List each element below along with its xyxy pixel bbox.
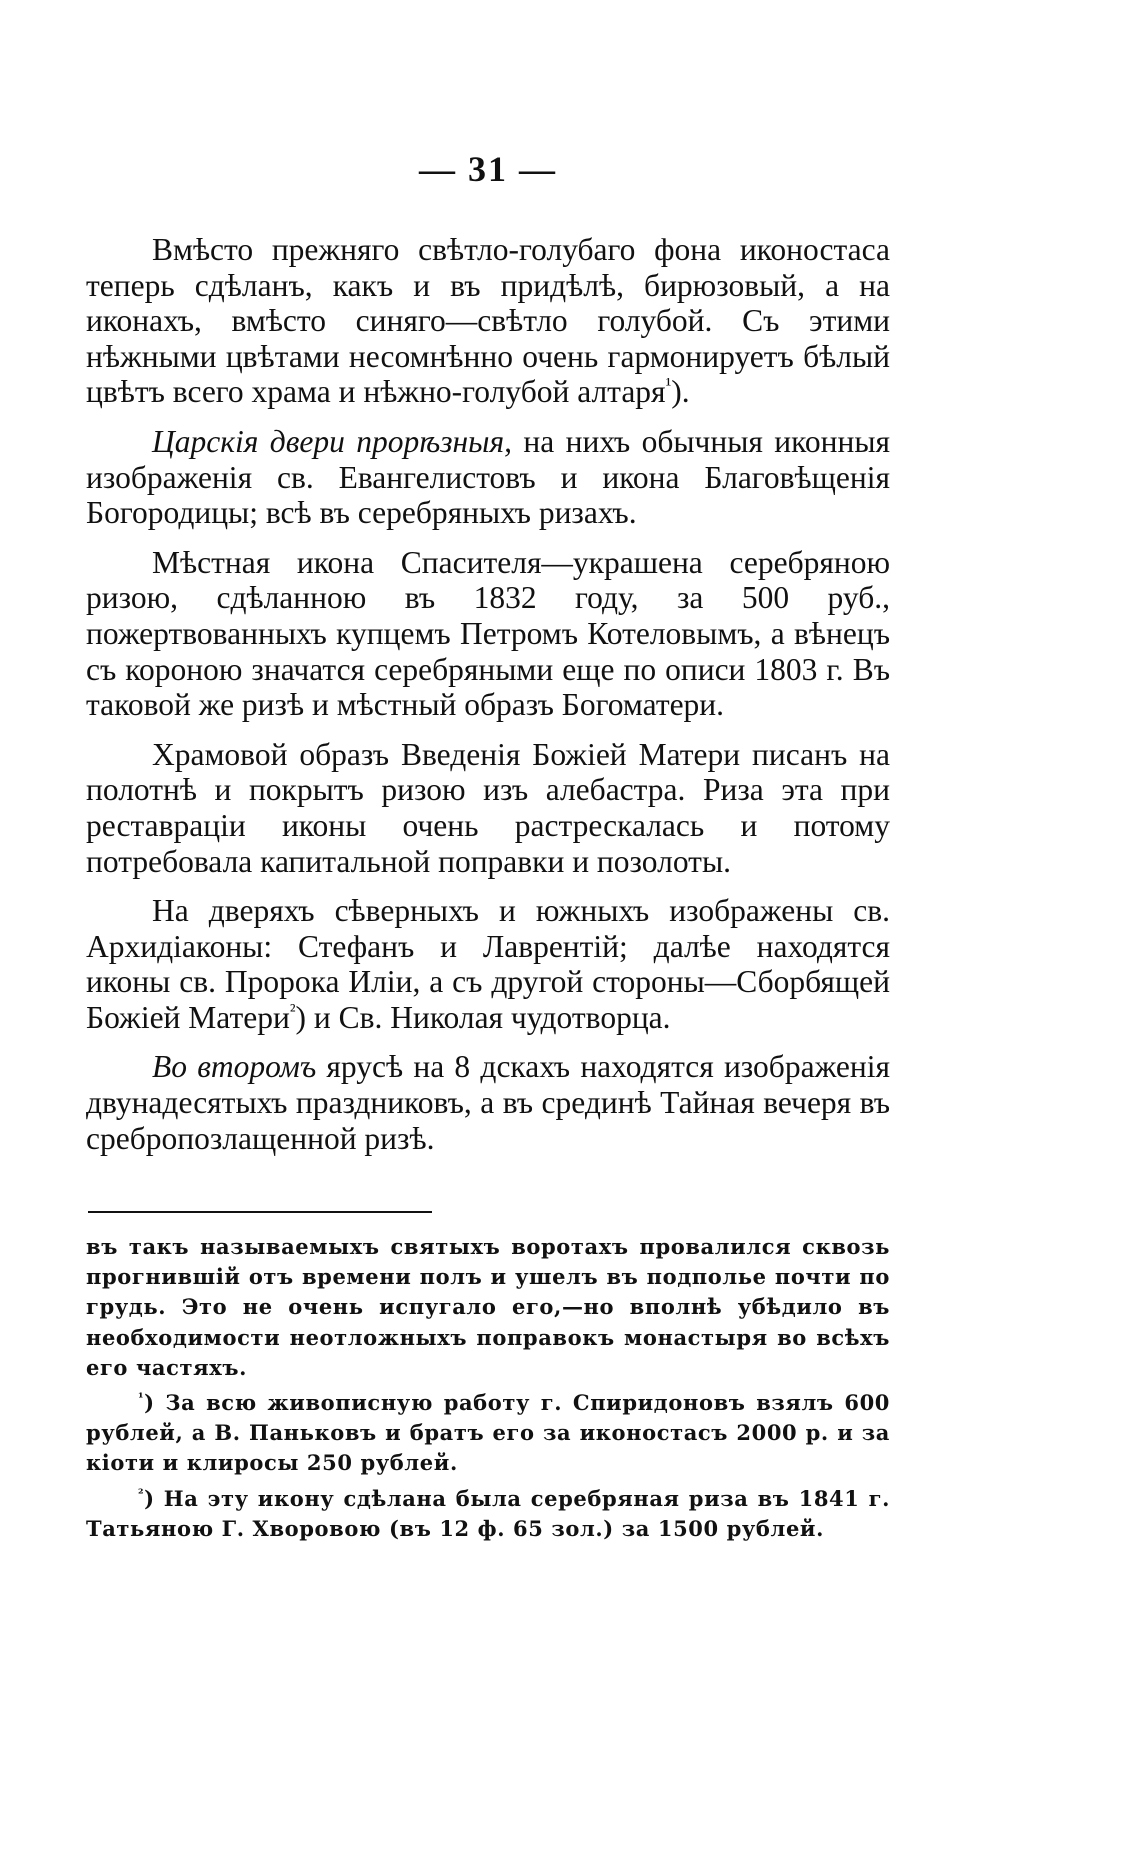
paragraph-5-text: На дверяхъ сѣверныхъ и южныхъ изображены св. Архидіаконы: Стефанъ и Лаврентій; далѣе находятся иконы св. Пророка Иліи, а съ другой стороны—Сборбящей Божіей Матери — [86, 893, 890, 1035]
paragraph-5-tail: ) и Св. Николая чудотворца. — [295, 999, 671, 1035]
footnote-1 — [86, 1388, 890, 1479]
footnote-2-marker: ² — [138, 1485, 145, 1501]
footnote-ref-1: ¹ — [665, 374, 672, 396]
footnotes — [86, 1232, 890, 1549]
footnote-1-text: ) За всю живописную работу г. Спиридоновъ взялъ 600 рублей, а В. Паньковъ и братъ его за иконостасъ 2000 р. и за кіоти и клиросы 250 рублей. — [86, 1390, 890, 1476]
paragraph-4-text: Храмовой образъ Введенія Божіей Матери писанъ на полотнѣ и покрытъ ризою изъ алебастра. Риза эта при реставраціи иконы очень растрескалась и потому потребовала капитальной поправки и позолоты. — [86, 736, 890, 879]
main-text — [86, 232, 890, 1170]
paragraph-1-text: Вмѣсто прежняго свѣтло-голубаго фона иконостаса теперь сдѣланъ, какъ и въ придѣлѣ, бирюзовый, а на иконахъ, вмѣсто синяго—свѣтло голубой. Съ этими нѣжными цвѣтами несомнѣнно очень гармонируетъ бѣлый цвѣтъ всего храма и нѣжно-голубой алтаря — [86, 232, 890, 410]
paragraph-6-lead: Во второмъ — [152, 1049, 317, 1085]
footnote-2 — [86, 1484, 890, 1544]
paragraph-4 — [86, 737, 890, 879]
paragraph-3-text: Мѣстная икона Спасителя—украшена серебряною ризою, сдѣланною въ 1832 году, за 500 руб., пожертвованныхъ купцемъ Петромъ Котеловымъ, а вѣнецъ съ короною значатся серебряными еще по описи 1803 г. Въ таковой же ризѣ и мѣстный образъ Богоматери. — [86, 544, 890, 723]
footnote-1-marker: ¹ — [138, 1390, 145, 1406]
book-page — [86, 0, 890, 1871]
footnote-divider — [88, 1211, 432, 1213]
page-number: — 31 — — [419, 149, 557, 189]
paragraph-2 — [86, 424, 890, 531]
paragraph-2-lead: Царскія двери прорѣзныя, — [152, 423, 513, 459]
footnote-ref-2: ² — [289, 1000, 296, 1022]
paragraph-1-tail: ). — [671, 374, 690, 410]
paragraph-6-text: ярусѣ на 8 дскахъ находятся изображенія двунадесятыхъ праздниковъ, а въ срединѣ Тайная вечеря въ сребропозлащенной ризѣ. — [86, 1049, 890, 1156]
paragraph-2-text: на нихъ обычныя иконныя изображенія св. Евангелистовъ и икона Благовѣщенія Богородицы; всѣ въ серебряныхъ ризахъ. — [86, 423, 890, 531]
footnote-continued-text: въ такъ называемыхъ святыхъ воротахъ провалился сквозь прогнившій отъ времени полъ и ушелъ въ подполье почти по грудь. Это не очень испугало его,—но вполнѣ убѣдило въ необходимости неотложныхъ поправокъ монастыря во всѣхъ его частяхъ. — [86, 1234, 890, 1380]
footnote-2-text: ) На эту икону сдѣлана была серебряная риза въ 1841 г. Татьяною Г. Хворовою (въ 12 ф. 65 зол.) за 1500 рублей. — [86, 1485, 890, 1541]
paragraph-5 — [86, 893, 890, 1035]
paragraph-3 — [86, 545, 890, 723]
paragraph-6 — [86, 1049, 890, 1156]
footnote-continued — [86, 1232, 890, 1383]
paragraph-1 — [86, 232, 890, 410]
